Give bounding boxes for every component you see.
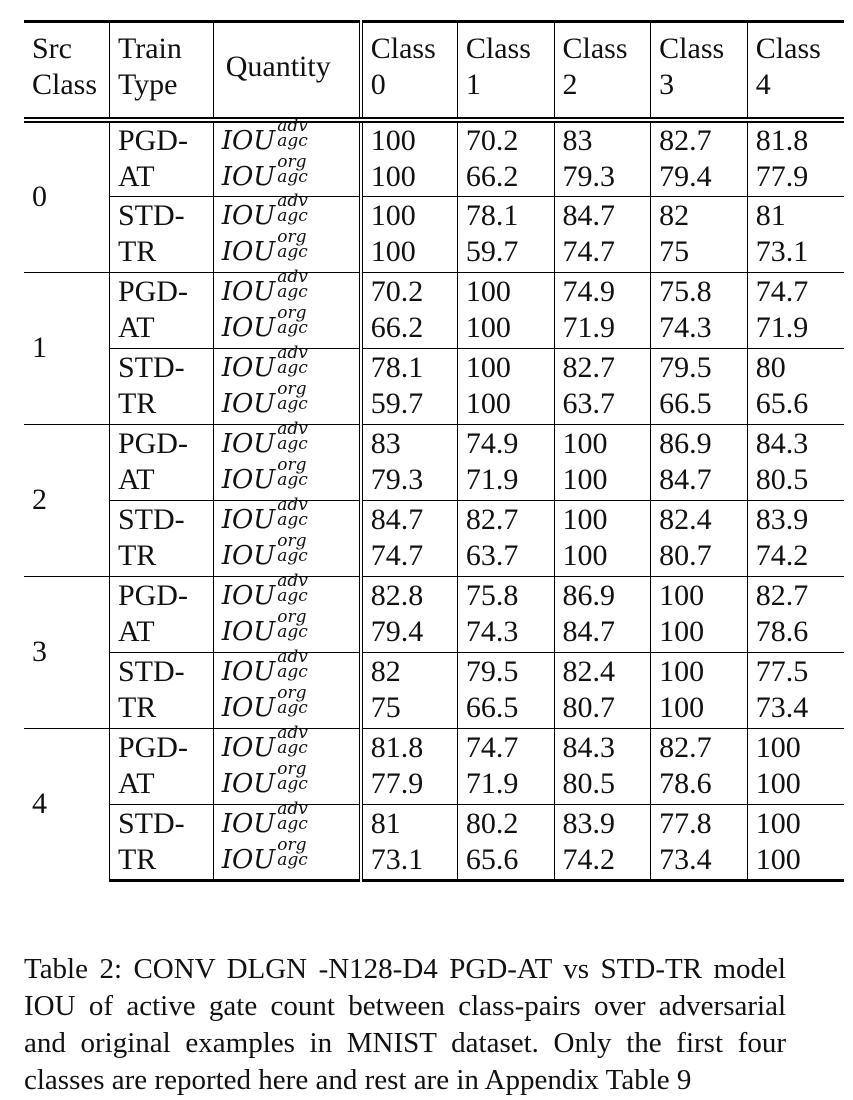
value-cell-class-3: 82.4 80.7 [651,500,748,576]
iou-org-symbol: IOU org agc [221,531,308,571]
value-cell-class-1: 70.2 66.2 [457,120,554,196]
value-cell-class-2: 84.3 80.5 [554,728,651,804]
value-cell-class-3: 100 100 [651,576,748,652]
table-row [24,424,844,500]
value-cell-class-1: 79.5 66.5 [457,652,554,728]
header-class-2: Class 2 [554,22,651,121]
iou-org-symbol: IOU org agc [221,152,308,193]
value-cell-class-3: 86.9 84.7 [651,424,748,500]
train-type-cell: STD- TR [109,348,213,424]
value-cell-class-3: 75.8 74.3 [651,272,748,348]
table-row [24,348,844,424]
value-cell-class-0: 82.8 79.4 [361,576,458,652]
header-src-class: Src Class [24,22,109,121]
value-cell-class-2: 100 100 [554,424,651,500]
table-row [24,576,844,652]
table-row [24,652,844,728]
header-class-3: Class 3 [651,22,748,121]
iou-adv-symbol: IOU adv agc [221,343,308,383]
value-cell-class-4: 82.7 78.6 [747,576,844,652]
value-cell-class-3: 82.7 78.6 [651,728,748,804]
header-class-0: Class 0 [361,22,458,121]
iou-adv-symbol: IOU adv agc [221,647,308,687]
table-row [24,804,844,880]
value-cell-class-1: 100 100 [457,348,554,424]
table-row [24,728,844,804]
iou-org-symbol: IOU org agc [221,303,308,343]
iou-adv-symbol: IOU adv agc [221,191,308,231]
table-row [24,272,844,348]
value-cell-class-2: 82.4 80.7 [554,652,651,728]
src-class-cell: 4 [24,728,109,880]
iou-adv-symbol: IOU adv agc [221,116,308,157]
value-cell-class-2: 82.7 63.7 [554,348,651,424]
table-row [24,196,844,272]
quantity-cell [213,798,361,880]
iou-org-symbol: IOU org agc [221,227,308,267]
header-class-4: Class 4 [747,22,844,121]
value-cell-class-1: 78.1 59.7 [457,196,554,272]
iou-org-symbol: IOU org agc [221,759,308,799]
header-class-1: Class 1 [457,22,554,121]
train-type-cell: PGD- AT [109,272,213,348]
value-cell-class-0: 81 73.1 [361,804,458,880]
quantity-cell [213,723,361,804]
quantity-cell [213,419,361,500]
iou-org-symbol: IOU org agc [221,455,308,495]
iou-adv-symbol: IOU adv agc [221,495,308,535]
value-cell-class-3: 82 75 [651,196,748,272]
iou-table [24,20,844,882]
iou-org-symbol: IOU org agc [221,379,308,419]
src-class-cell: 0 [24,120,109,272]
value-cell-class-0: 78.1 59.7 [361,348,458,424]
value-cell-class-4: 74.7 71.9 [747,272,844,348]
iou-adv-symbol: IOU adv agc [221,267,308,307]
value-cell-class-3: 79.5 66.5 [651,348,748,424]
value-cell-class-1: 74.7 71.9 [457,728,554,804]
src-class-cell: 2 [24,424,109,576]
train-type-cell: PGD- AT [109,120,213,196]
train-type-cell: STD- TR [109,500,213,576]
value-cell-class-3: 100 100 [651,652,748,728]
value-cell-class-0: 81.8 77.9 [361,728,458,804]
value-cell-class-4: 100 100 [747,804,844,880]
table-caption: Table 2: CONV DLGN -N128-D4 PGD-AT vs STD-TR model IOU of active gate count between class-pairs over adversarial and original examples in MNIST dataset. Only the first four classes are reported here and rest are in Appendix Table 9 [24,953,786,1096]
value-cell-class-4: 80 65.6 [747,348,844,424]
value-cell-class-2: 86.9 84.7 [554,576,651,652]
iou-adv-symbol: IOU adv agc [221,723,308,763]
iou-adv-symbol: IOU adv agc [221,571,308,611]
quantity-cell [213,647,361,728]
table-body [24,116,844,880]
quantity-cell [213,571,361,652]
train-type-cell: STD- TR [109,652,213,728]
value-cell-class-1: 82.7 63.7 [457,500,554,576]
value-cell-class-3: 77.8 73.4 [651,804,748,880]
value-cell-class-0: 100 100 [361,196,458,272]
iou-adv-symbol: IOU adv agc [221,419,308,459]
value-cell-class-4: 77.5 73.4 [747,652,844,728]
train-type-cell: PGD- AT [109,728,213,804]
value-cell-class-2: 83.9 74.2 [554,804,651,880]
value-cell-class-4: 100 100 [747,728,844,804]
table-row [24,500,844,576]
value-cell-class-4: 84.3 80.5 [747,424,844,500]
value-cell-class-0: 70.2 66.2 [361,272,458,348]
value-cell-class-2: 84.7 74.7 [554,196,651,272]
value-cell-class-1: 80.2 65.6 [457,804,554,880]
train-type-cell: PGD- AT [109,576,213,652]
iou-org-symbol: IOU org agc [221,683,308,723]
value-cell-class-1: 100 100 [457,272,554,348]
value-cell-class-3: 82.7 79.4 [651,120,748,196]
value-cell-class-4: 83.9 74.2 [747,500,844,576]
iou-org-symbol: IOU org agc [221,834,308,875]
value-cell-class-4: 81 73.1 [747,196,844,272]
quantity-cell [213,191,361,272]
train-type-cell: STD- TR [109,804,213,880]
value-cell-class-1: 74.9 71.9 [457,424,554,500]
value-cell-class-2: 100 100 [554,500,651,576]
iou-adv-symbol: IOU adv agc [221,798,308,839]
value-cell-class-4: 81.8 77.9 [747,120,844,196]
header-quantity: Quantity [213,22,361,121]
value-cell-class-0: 82 75 [361,652,458,728]
header-row [24,22,844,121]
value-cell-class-1: 75.8 74.3 [457,576,554,652]
value-cell-class-2: 83 79.3 [554,120,651,196]
quantity-cell [213,267,361,348]
quantity-cell [213,495,361,576]
iou-org-symbol: IOU org agc [221,607,308,647]
src-class-cell: 1 [24,272,109,424]
header-train-type: Train Type [109,22,213,121]
value-cell-class-0: 100 100 [361,120,458,196]
quantity-cell [213,116,361,196]
value-cell-class-0: 84.7 74.7 [361,500,458,576]
quantity-cell [213,343,361,424]
src-class-cell: 3 [24,576,109,728]
table-row [24,120,844,196]
value-cell-class-2: 74.9 71.9 [554,272,651,348]
train-type-cell: PGD- AT [109,424,213,500]
value-cell-class-0: 83 79.3 [361,424,458,500]
train-type-cell: STD- TR [109,196,213,272]
